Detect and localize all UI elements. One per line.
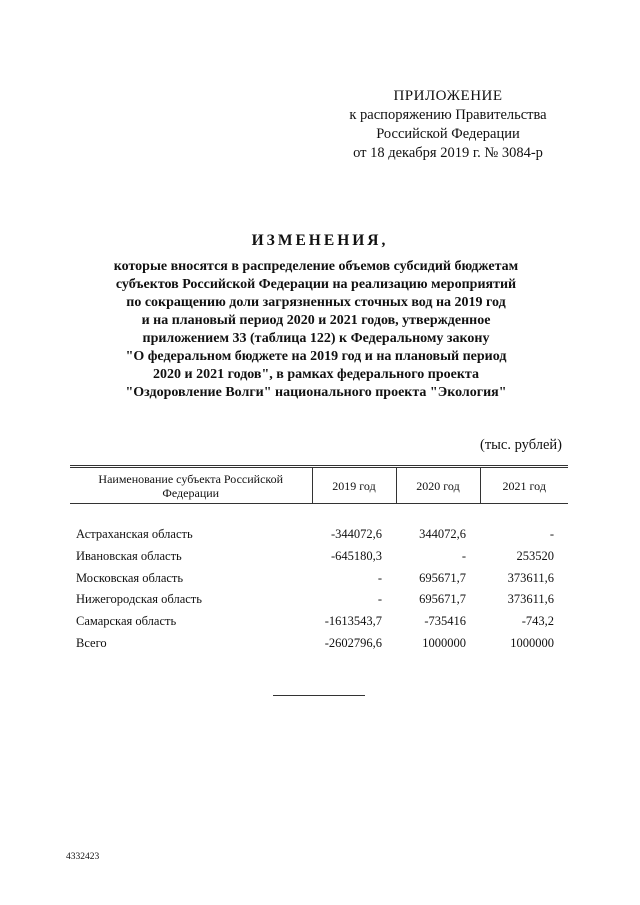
value-2020: 695671,7 xyxy=(419,592,466,607)
value-2020: 344072,6 xyxy=(419,527,466,541)
header-2019: 2019 год xyxy=(312,467,396,504)
table-row xyxy=(70,589,568,611)
subtitle-line: приложением 33 (таблица 122) к Федеральному закону xyxy=(142,331,490,346)
header-2021: 2021 год xyxy=(480,467,568,504)
value-2020: -735416 xyxy=(424,614,466,629)
region-name: Ивановская область xyxy=(76,548,182,563)
table-row xyxy=(70,524,568,546)
header-2020: 2020 год xyxy=(396,467,480,504)
header-region: Наименование субъекта Российской Федерации xyxy=(70,467,312,504)
region-name: Нижегородская область xyxy=(76,592,202,607)
document-number: 4332423 xyxy=(66,852,100,862)
subtitle-line: 2020 и 2021 годов", в рамках федерального проекта xyxy=(153,367,479,382)
appendix-title: ПРИЛОЖЕНИЕ xyxy=(393,88,503,104)
value-2019: -645180,3 xyxy=(330,548,382,563)
value-2021: -743,2 xyxy=(521,614,554,629)
subtitle-line: субъектов Российской Федерации на реализацию мероприятий xyxy=(115,277,517,292)
appendix-line-3: от 18 декабря 2019 г. № 3084-р xyxy=(353,145,543,161)
document-subtitle xyxy=(50,258,582,402)
region-name: Московская область xyxy=(76,570,184,585)
table-header-row xyxy=(70,467,568,504)
end-divider xyxy=(273,695,365,696)
value-2021: 253520 xyxy=(516,548,554,563)
subtitle-line: по сокращению доли загрязненных сточных вод на 2019 год xyxy=(126,295,506,310)
table-row-total xyxy=(70,633,568,655)
subtitle-line: и на плановый период 2020 и 2021 годов, утвержденное xyxy=(141,313,491,328)
subsidy-table xyxy=(70,465,568,655)
value-2021: 373611,6 xyxy=(507,592,554,607)
total-2020: 1000000 xyxy=(422,635,466,650)
subtitle-line: "О федеральном бюджете на 2019 год и на плановый период xyxy=(125,349,507,364)
region-name: Самарская область xyxy=(76,614,177,629)
unit-label: (тыс. рублей) xyxy=(480,437,562,453)
value-2020: 695671,7 xyxy=(419,570,466,585)
total-2021: 1000000 xyxy=(510,635,554,650)
appendix-block xyxy=(330,87,566,163)
value-2021: - xyxy=(549,527,554,541)
subtitle-line: которые вносятся в распределение объемов субсидий бюджетам xyxy=(113,259,519,274)
total-label: Всего xyxy=(76,635,107,650)
table-row xyxy=(70,546,568,568)
value-2019: -344072,6 xyxy=(330,527,382,541)
value-2021: 373611,6 xyxy=(507,570,554,585)
appendix-line-2: Российской Федерации xyxy=(376,126,520,142)
table-row xyxy=(70,611,568,633)
value-2019: - xyxy=(377,570,382,585)
table-row xyxy=(70,568,568,590)
subtitle-line: "Оздоровление Волги" национального проекта "Экология" xyxy=(125,385,507,400)
value-2020: - xyxy=(461,548,466,563)
value-2019: - xyxy=(377,592,382,607)
appendix-line-1: к распоряжению Правительства xyxy=(349,107,547,123)
document-heading: ИЗМЕНЕНИЯ, xyxy=(251,232,389,249)
total-2019: -2602796,6 xyxy=(324,635,382,650)
value-2019: -1613543,7 xyxy=(324,614,382,629)
region-name: Астраханская область xyxy=(76,527,193,541)
